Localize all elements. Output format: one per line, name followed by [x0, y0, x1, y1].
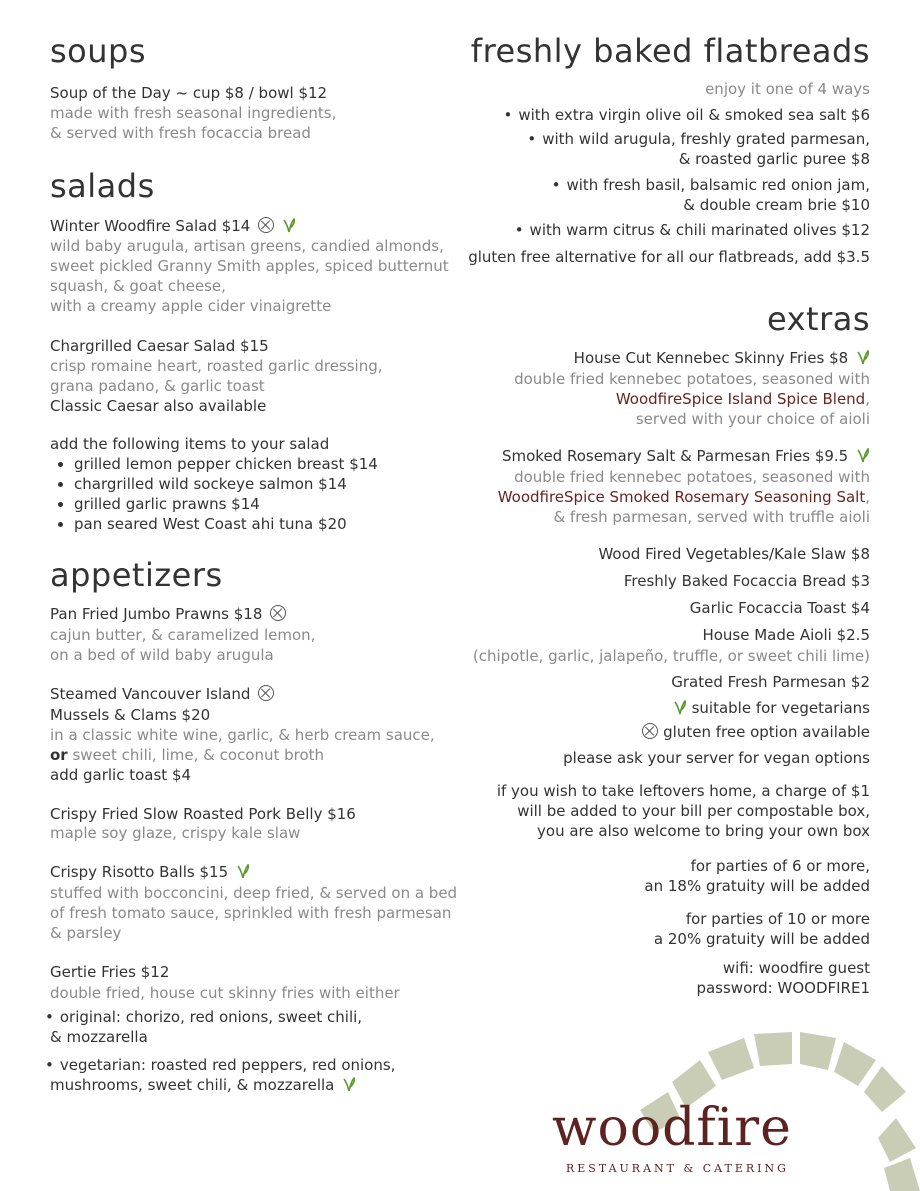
flatbread-way-2-line2: & roasted garlic puree $8: [678, 150, 870, 168]
soup-of-day-item: Soup of the Day ~ cup $8 / bowl $12: [50, 84, 328, 102]
aioli-item: House Made Aioli $2.5: [702, 626, 870, 644]
gluten-free-icon: [258, 685, 274, 701]
rosemary-fries-aioli: & fresh parmesan, served with truffle aioli: [553, 508, 870, 526]
spice-blend-name: WoodfireSpice Island Spice Blend: [615, 390, 866, 408]
aioli-options: (chipotle, garlic, jalapeño, truffle, or sweet chili lime): [472, 647, 870, 665]
caesar-salad-desc: crisp romaine heart, roasted garlic dressing,: [50, 357, 383, 375]
mussels-alt-broth: sweet chili, lime, & coconut broth: [67, 746, 325, 764]
soups-heading: soups: [50, 32, 147, 70]
gertie-option-vegetarian: • vegetarian: roasted red peppers, red onions,: [45, 1055, 395, 1075]
risotto-desc: of fresh tomato sauce, sprinkled with fresh parmesan: [50, 904, 452, 922]
prawns-item: [50, 604, 286, 624]
salad-addons-list: [50, 454, 378, 534]
pork-belly-desc: maple soy glaze, crispy kale slaw: [50, 824, 301, 842]
flatbread-way-4: • with warm citrus & chili marinated olives $12: [515, 220, 870, 240]
flatbreads-heading: freshly baked flatbreads: [470, 32, 870, 70]
skinny-fries-item: [574, 348, 870, 368]
rosemary-fries-spice: WoodfireSpice Smoked Rosemary Seasoning Salt,: [497, 488, 870, 506]
flatbread-way-2: • with wild arugula, freshly grated parmesan,: [527, 129, 870, 149]
gertie-option-original-line2: & mozzarella: [50, 1028, 148, 1046]
vegetarian-leaf-icon: [673, 700, 687, 715]
list-item: • chargrilled wild sockeye salmon $14: [74, 474, 378, 494]
mussels-desc: in a classic white wine, garlic, & herb cream sauce,: [50, 726, 435, 744]
woodfire-logo-wordmark: woodfire: [552, 1098, 792, 1158]
vegetarian-leaf-icon: [342, 1077, 356, 1092]
gertie-option-vegetarian-line2: [50, 1075, 356, 1095]
soup-description: & served with fresh focaccia bread: [50, 124, 311, 142]
gratuity-6-note: an 18% gratuity will be added: [644, 877, 870, 895]
leftovers-note: will be added to your bill per compostable box,: [517, 802, 870, 820]
gluten-free-icon: [642, 723, 658, 739]
gertie-option-original: • original: chorizo, red onions, sweet chili,: [45, 1007, 362, 1027]
winter-salad-name: Winter Woodfire Salad $14: [50, 217, 251, 235]
focaccia-item: Freshly Baked Focaccia Bread $3: [623, 572, 870, 590]
flatbread-way-3: • with fresh basil, balsamic red onion jam,: [552, 175, 870, 195]
risotto-desc: & parsley: [50, 924, 122, 942]
mussels-item: [50, 684, 274, 704]
leftovers-note: if you wish to take leftovers home, a charge of $1: [496, 782, 870, 800]
gratuity-6-note: for parties of 6 or more,: [690, 857, 870, 875]
gertie-fries-desc: double fried, house cut skinny fries with either: [50, 984, 400, 1002]
gratuity-10-note: for parties of 10 or more: [685, 910, 870, 928]
mussels-name: Steamed Vancouver Island: [50, 685, 251, 703]
caesar-salad-desc: grana padano, & garlic toast: [50, 377, 265, 395]
skinny-fries-aioli: served with your choice of aioli: [635, 410, 870, 428]
gf-legend: [639, 722, 870, 742]
flatbread-way-1: • with extra virgin olive oil & smoked sea salt $6: [503, 105, 870, 125]
wifi-password: password: WOODFIRE1: [696, 979, 870, 997]
or-label: or: [50, 746, 68, 764]
vegetarian-leaf-icon: [236, 864, 250, 879]
flatbreads-intro: enjoy it one of 4 ways: [705, 80, 870, 98]
prawns-desc: on a bed of wild baby arugula: [50, 646, 274, 664]
skinny-fries-name: House Cut Kennebec Skinny Fries $8: [573, 349, 849, 367]
gluten-free-icon: [258, 217, 274, 233]
wifi-network: wifi: woodfire guest: [722, 959, 870, 977]
appetizers-heading: appetizers: [50, 556, 223, 594]
flatbread-way-3-line2: & double cream brie $10: [683, 196, 870, 214]
prawns-desc: cajun butter, & caramelized lemon,: [50, 626, 316, 644]
leftovers-note: you are also welcome to bring your own box: [537, 822, 870, 840]
extras-heading: extras: [766, 300, 870, 338]
gluten-free-icon: [270, 605, 286, 621]
vegan-note: please ask your server for vegan options: [563, 749, 870, 767]
caesar-salad-name: Chargrilled Caesar Salad $15: [50, 337, 269, 355]
rosemary-fries-name: Smoked Rosemary Salt & Parmesan Fries $9.5: [501, 447, 849, 465]
list-item: • grilled garlic prawns $14: [74, 494, 378, 514]
risotto-desc: stuffed with bocconcini, deep fried, & served on a bed: [50, 884, 458, 902]
logo-tagline: RESTAURANT & CATERING: [566, 1162, 789, 1175]
pork-belly-name: Crispy Fried Slow Roasted Pork Belly $16: [50, 805, 356, 823]
skinny-fries-spice: WoodfireSpice Island Spice Blend,: [615, 390, 870, 408]
winter-salad-desc: sweet pickled Granny Smith apples, spiced butternut: [50, 257, 449, 275]
list-item: • grilled lemon pepper chicken breast $14: [74, 454, 378, 474]
vegetarian-leaf-icon: [856, 448, 870, 463]
risotto-item: [50, 862, 250, 882]
list-item: • pan seared West Coast ahi tuna $20: [74, 514, 378, 534]
parmesan-item: Grated Fresh Parmesan $2: [671, 673, 870, 691]
seasoning-salt-name: WoodfireSpice Smoked Rosemary Seasoning Salt: [497, 488, 866, 506]
veg-slaw-item: Wood Fired Vegetables/Kale Slaw $8: [598, 545, 870, 563]
veg-legend: [670, 698, 870, 718]
veg-legend-text: suitable for vegetarians: [691, 699, 870, 717]
gertie-fries-name: Gertie Fries $12: [50, 963, 170, 981]
salads-heading: salads: [50, 167, 155, 205]
mussels-name-line2: Mussels & Clams $20: [50, 706, 211, 724]
risotto-name: Crispy Risotto Balls $15: [50, 863, 229, 881]
gratuity-10-note: a 20% gratuity will be added: [653, 930, 870, 948]
garlic-toast-item: Garlic Focaccia Toast $4: [689, 599, 870, 617]
rosemary-fries-item: [502, 446, 870, 466]
winter-salad-desc: with a creamy apple cider vinaigrette: [50, 297, 332, 315]
salad-addons-intro: add the following items to your salad: [50, 435, 330, 453]
prawns-name: Pan Fried Jumbo Prawns $18: [50, 605, 263, 623]
classic-caesar-note: Classic Caesar also available: [50, 397, 267, 415]
vegetarian-leaf-icon: [282, 218, 296, 233]
skinny-fries-desc: double fried kennebec potatoes, seasoned with: [514, 370, 870, 388]
winter-salad-item: [50, 216, 296, 236]
gertie-veg-text: mushrooms, sweet chili, & mozzarella: [50, 1076, 335, 1094]
gf-legend-text: gluten free option available: [663, 723, 870, 741]
mussels-desc-alt: [50, 745, 324, 765]
garlic-toast-addon: add garlic toast $4: [50, 766, 192, 784]
rosemary-fries-desc: double fried kennebec potatoes, seasoned with: [514, 468, 870, 486]
winter-salad-desc: wild baby arugula, artisan greens, candied almonds,: [50, 237, 444, 255]
vegetarian-leaf-icon: [856, 350, 870, 365]
flatbread-gf-note: gluten free alternative for all our flatbreads, add $3.5: [468, 248, 870, 266]
winter-salad-desc: squash, & goat cheese,: [50, 277, 226, 295]
soup-description: made with fresh seasonal ingredients,: [50, 104, 337, 122]
